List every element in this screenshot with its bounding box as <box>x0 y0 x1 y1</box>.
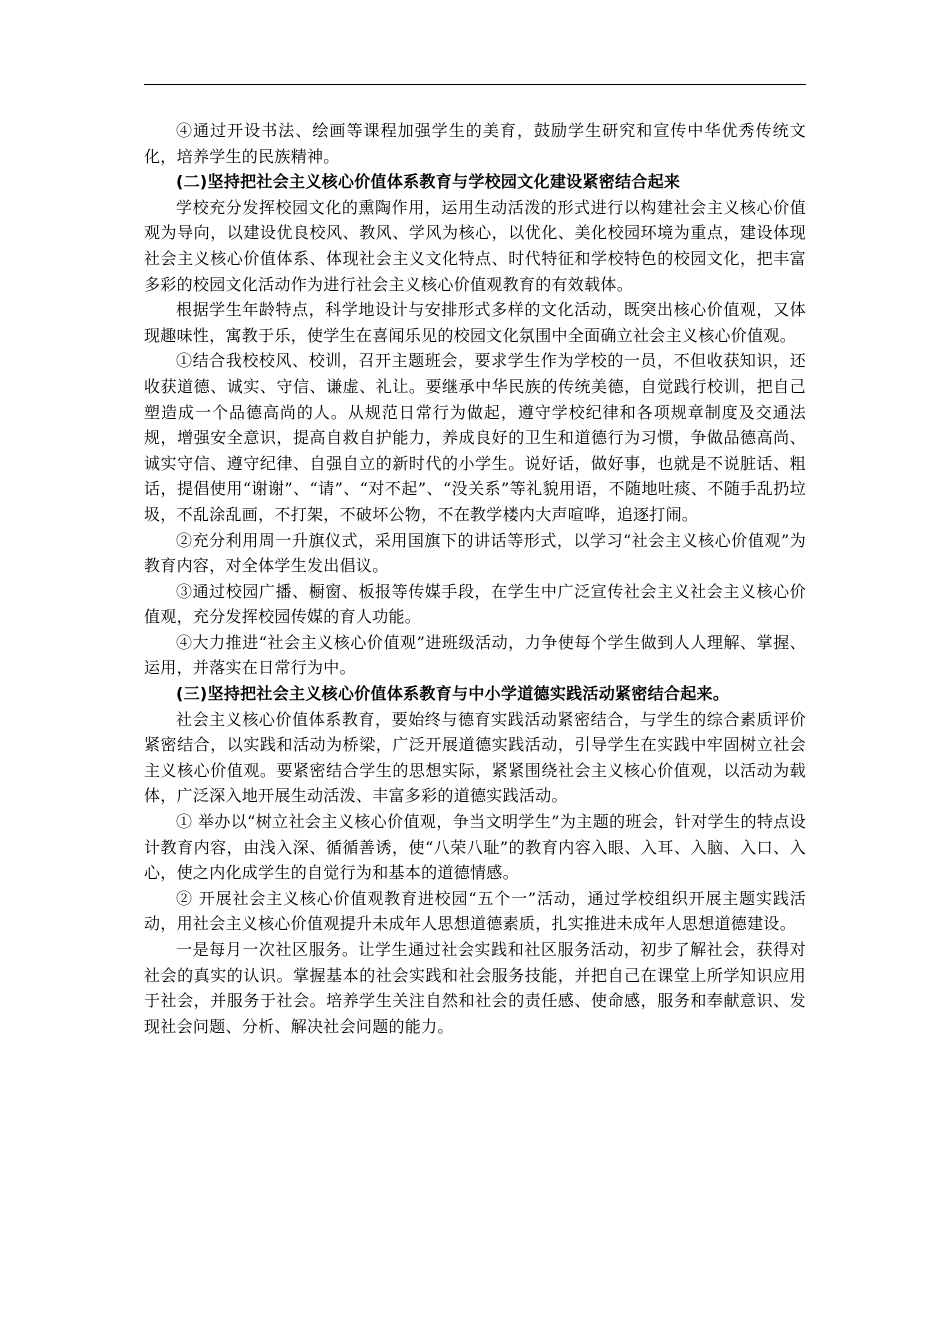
paragraph-moral-practice: 社会主义核心价值体系教育，要始终与德育实践活动紧密结合，与学生的综合素质评价紧密结合，以实践和活动为桥梁，广泛开展道德实践活动，引导学生在实践中牢固树立社会主义核心价值观。要紧密结合学生的思想实际，紧紧围绕社会主义核心价值观，以活动为载体，广泛深入地开展生动活泼、丰富多彩的道德实践活动。 <box>144 709 806 806</box>
paragraph-community-service: 一是每月一次社区服务。让学生通过社会实践和社区服务活动，初步了解社会，获得对社会的真实的认识。掌握基本的社会实践和社会服务技能，并把自己在课堂上所学知识应用于社会，并服务于社会。培养学生关注自然和社会的责任感、使命感，服务和奉献意识、发现社会问题、分析、解决社会问题的能力。 <box>144 940 806 1036</box>
document-body <box>144 118 806 1039</box>
paragraph-item-2: ②充分利用周一升旗仪式，采用国旗下的讲话等形式，以学习“社会主义核心价值观”为教育内容，对全体学生发出倡议。 <box>144 530 806 576</box>
paragraph-five-ones: ② 开展社会主义核心价值观教育进校园“五个一”活动，通过学校组织开展主题实践活动，用社会主义核心价值观提升未成年人思想道德素质，扎实推进未成年人思想道德建设。 <box>144 888 806 934</box>
paragraph-age-activities: 根据学生年龄特点，科学地设计与安排形式多样的文化活动，既突出核心价值观，又体现趣味性，寓教于乐，使学生在喜闻乐见的校园文化氛围中全面确立社会主义核心价值观。 <box>144 300 806 345</box>
section-heading-2: (二)坚持把社会主义核心价值体系教育与学校园文化建设紧密结合起来 <box>176 172 681 192</box>
section-heading-3: (三)坚持把社会主义核心价值体系教育与中小学道德实践活动紧密结合起来。 <box>176 684 730 704</box>
paragraph-class-meeting: ① 举办以“树立社会主义核心价值观，争当文明学生”为主题的班会，针对学生的特点设计教育内容，由浅入深、循循善诱，使“八荣八耻”的教育内容入眼、入耳、入脑、入口、入心，使之内化成学生的自觉行为和基本的道德情感。 <box>144 812 806 883</box>
paragraph-item-4: ④大力推进“社会主义核心价值观”进班级活动，力争使每个学生做到人人理解、掌握、运用，并落实在日常行为中。 <box>144 632 806 678</box>
paragraph-item-3: ③通过校园广播、橱窗、板报等传媒手段，在学生中广泛宣传社会主义社会主义核心价值观，充分发挥校园传媒的育人功能。 <box>144 581 806 627</box>
paragraph-aesthetic-education: ④通过开设书法、绘画等课程加强学生的美育，鼓励学生研究和宣传中华优秀传统文化，培养学生的民族精神。 <box>144 121 806 166</box>
paragraph-item-1: ①结合我校校风、校训，召开主题班会，要求学生作为学校的一员，不但收获知识，还收获道德、诚实、守信、谦虚、礼让。要继承中华民族的传统美德，自觉践行校训，把自己塑造成一个品德高尚的人。从规范日常行为做起，遵守学校纪律和各项规章制度及交通法规，增强安全意识，提高自救自护能力，养成良好的卫生和道德行为习惯，争做品德高尚、诚实守信、遵守纪律、自强自立的新时代的小学生。说好话，做好事，也就是不说脏话、粗话，提倡使用“谢谢”、“请”、“对不起”、“没关系”等礼貌用语，不随地吐痰、不随手乱扔垃圾，不乱涂乱画，不打架，不破坏公物，不在教学楼内大声喧哗，追逐打闹。 <box>144 351 806 524</box>
paragraph-campus-culture: 学校充分发挥校园文化的熏陶作用，运用生动活泼的形式进行以构建社会主义核心价值观为导向，以建设优良校风、教风、学风为核心，以优化、美化校园环境为重点，建设体现社会主义核心价值体系、体现社会主义文化特点、时代特征和学校特色的校园文化，把丰富多彩的校园文化活动作为进行社会主义核心价值观教育的有效载体。 <box>144 197 806 294</box>
header-rule <box>144 84 806 85</box>
